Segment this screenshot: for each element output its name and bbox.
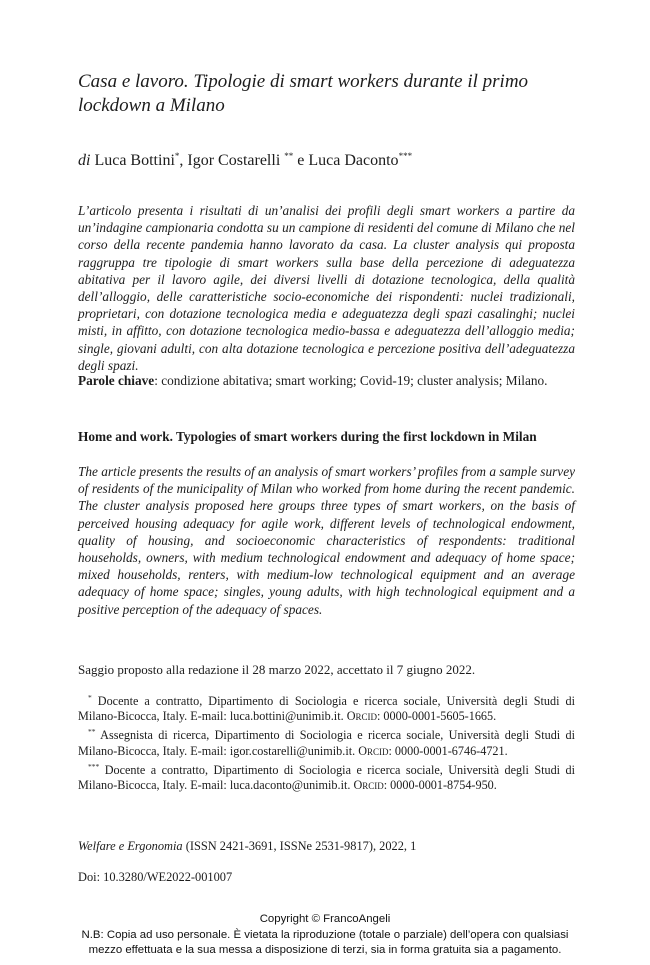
submission-dates: Saggio proposto alla redazione il 28 marzo 2022, accettato il 7 giugno 2022. xyxy=(78,662,476,677)
orcid-id: : 0000-0001-6746-4721. xyxy=(388,743,508,758)
author-separator: , xyxy=(179,152,188,169)
author-mark-1: * xyxy=(174,151,180,161)
footnote-mark: *** xyxy=(88,761,100,771)
footnote-text: Docente a contratto, Dipartimento di Sociologia e ricerca sociale, Università degli Studi di Milano-Bicocca, Italy. E-mail: luca.bottini@unimib.it. xyxy=(78,694,575,724)
footnote-text: Docente a contratto, Dipartimento di Sociologia e ricerca sociale, Università degli Studi di Milano-Bicocca, Italy. E-mail: luca.daconto@unimib.it. xyxy=(78,762,575,793)
journal-name: Welfare e Ergonomia xyxy=(78,839,183,853)
footnote-text: Assegnista di ricerca, Dipartimento di Sociologia e ricerca sociale, Università degli Studi di Milano-Bicocca, Italy. E-mail: igor.costarelli@unimib.it. xyxy=(78,728,575,758)
abstract-italian: L’articolo presenta i risultati di un’analisi dei profili degli smart workers a partire da un’indagine campionaria condotta su un campione di residenti del comune di Milano che nel corso della recente pandemia hanno lavorato da casa. La cluster analysis qui proposta raggruppa tre tipologie di smart workers sulla base della percezione di adeguatezza abitativa per il lavoro agile, dei diversi livelli di dotazione tecnologica, della qualità dell’alloggio, delle caratteristiche socio-economiche dei rispondenti: nuclei tradizionali, proprietari, con dotazione tecnologica media e adeguatezza degli spazi casalinghi; nuclei misti, in affitto, con dotazione tecnologica medio-bassa e adeguatezza dell’alloggio media; single, giovani adulti, con alta dotazione tecnologica e percezione positiva dell’adeguatezza degli spazi. xyxy=(78,203,575,373)
copyright-notice-line-1: N.B: Copia ad uso personale. È vietata la riproduzione (totale o parziale) dell’opera con qualsiasi xyxy=(81,928,569,941)
article-title: Casa e lavoro. Tipologie di smart workers durante il primo lockdown a Milano xyxy=(78,71,529,116)
orcid-label: Orcid xyxy=(353,778,384,793)
orcid-label: Orcid xyxy=(358,743,389,758)
orcid-label: Orcid xyxy=(346,709,377,724)
author-name-2: Igor Costarelli xyxy=(187,152,281,169)
orcid-id: : 0000-0001-8754-950. xyxy=(383,778,497,793)
doi: Doi: 10.3280/WE2022-001007 xyxy=(78,870,233,884)
keywords-paragraph xyxy=(78,372,575,389)
footnote xyxy=(78,690,575,724)
english-title: Home and work. Typologies of smart workers during the first lockdown in Milan xyxy=(78,429,537,444)
keywords-text: : condizione abitativa; smart working; Covid-19; cluster analysis; Milano. xyxy=(154,373,548,388)
footnote xyxy=(78,724,575,758)
author-separator: e xyxy=(293,152,309,169)
author-mark-3: *** xyxy=(398,151,413,161)
copyright-footer xyxy=(0,912,650,959)
orcid-id: : 0000-0001-5605-1665. xyxy=(377,709,497,724)
author-name-1: Luca Bottini xyxy=(94,152,175,169)
abstract-english: The article presents the results of an analysis of smart workers’ profiles from a sample survey of residents of the municipality of Milan who worked from home during the recent pandemic. The cluster analysis proposed here groups three types of smart workers, on the basis of perceived housing adequacy for agile work, different levels of technological endowment, quality of housing, and socioeconomic characteristics of respondents: traditional households, owners, with medium technological endowment and adequacy of home space; mixed households, renters, with medium-low technological equipment and an average adequacy of home space; singles, young adults, with high technological equipment and a positive perception of the adequacy of spaces. xyxy=(78,464,576,617)
copyright-notice-line-2: mezzo effettuata e la sua messa a disposizione di terzi, sia in forma gratuita sia a pagamento. xyxy=(88,944,562,956)
footnote-mark: * xyxy=(88,693,92,702)
journal-citation xyxy=(78,838,598,854)
author-name-3: Luca Daconto xyxy=(308,152,399,169)
footnote-mark: ** xyxy=(88,727,96,737)
author-mark-2: ** xyxy=(284,151,294,161)
copyright-line: Copyright © FrancoAngeli xyxy=(259,913,391,925)
footnote xyxy=(78,759,575,793)
journal-details: (ISSN 2421-3691, ISSNe 2531-9817), 2022, 1 xyxy=(182,839,417,853)
by-prefix: di xyxy=(78,152,91,169)
author-line xyxy=(78,146,598,171)
keywords-label: Parole chiave xyxy=(78,373,155,388)
footnotes xyxy=(78,690,575,793)
